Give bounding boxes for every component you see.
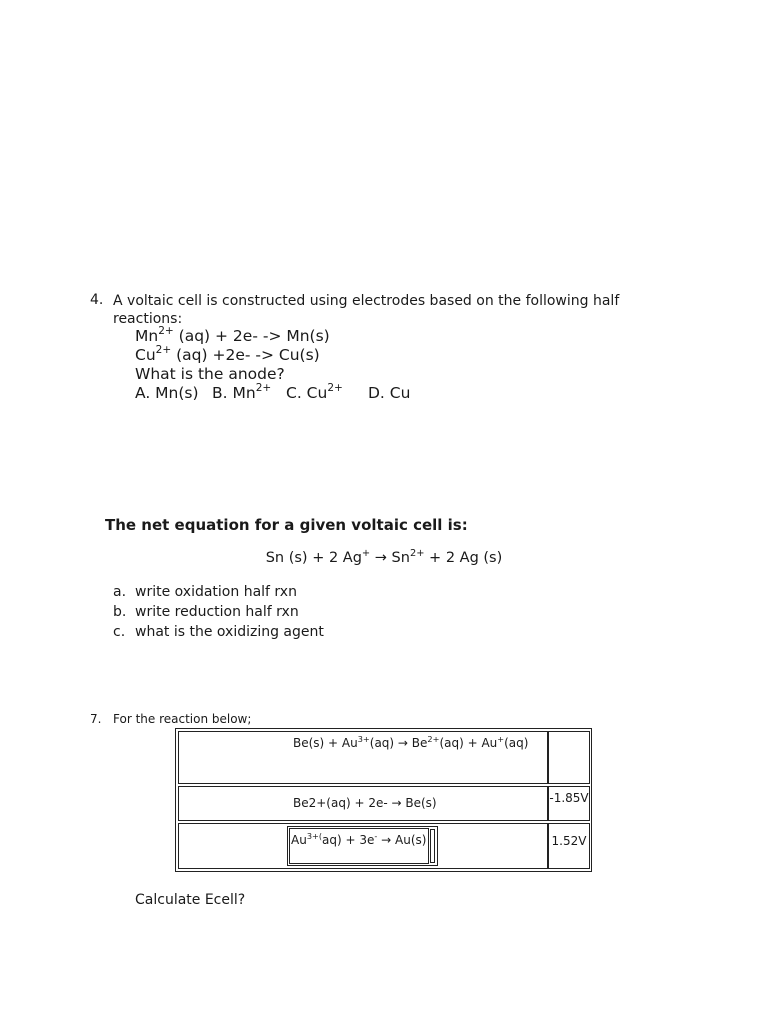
question-4-text: A voltaic cell is constructed using electrodes based on the following half reactions: (113, 293, 620, 327)
part-a-letter: a. (113, 584, 127, 600)
part-b-letter: b. (113, 604, 127, 620)
choice-d: D. Cu (368, 384, 411, 402)
part-c-letter: c. (113, 624, 126, 640)
part-b-text: write reduction half rxn (135, 604, 299, 620)
calculate-ecell-prompt: Calculate Ecell? (135, 892, 246, 908)
question-4-number: 4. (90, 292, 104, 308)
be-half-reaction: Be2+(aq) + 2e- → Be(s) (293, 796, 437, 810)
be-potential: -1.85V (548, 786, 590, 821)
au-potential: 1.52V (548, 823, 590, 869)
half-reaction-2: $Cu^{2+}$ (aq) +2e- -> Cu(s) (135, 344, 320, 364)
choice-b: B. $Mn^{2+}$ (212, 382, 272, 402)
choice-a: A. Mn(s) (135, 384, 199, 402)
overall-potential-cell (548, 731, 590, 784)
net-equation: Sn (s) + 2 $Ag^+ \to Sn^{2+} + 2$ Ag (s) (265, 547, 503, 566)
part-c-text: what is the oxidizing agent (135, 624, 324, 640)
question-7-number: 7. (90, 712, 102, 726)
au-half-reaction: $Au^{3+(}aq) + 3e^- \to Au(s)$ (291, 830, 427, 847)
au-reaction-tab (430, 829, 435, 863)
question-4-prompt: What is the anode? (135, 365, 285, 383)
question-7-text: For the reaction below; (113, 712, 252, 726)
net-equation-heading: The net equation for a given voltaic cell is: (105, 516, 468, 534)
half-reaction-1: $Mn^{2+}$ (aq) + 2e- -> Mn(s) (135, 325, 330, 345)
part-a-text: write oxidation half rxn (135, 584, 297, 600)
overall-reaction: $Be(s) + Au^{3+}(aq) \to Be^{2+}(aq) + Au^+(aq)$ (293, 733, 529, 750)
choice-c: C. $Cu^{2+}$ (286, 382, 343, 402)
